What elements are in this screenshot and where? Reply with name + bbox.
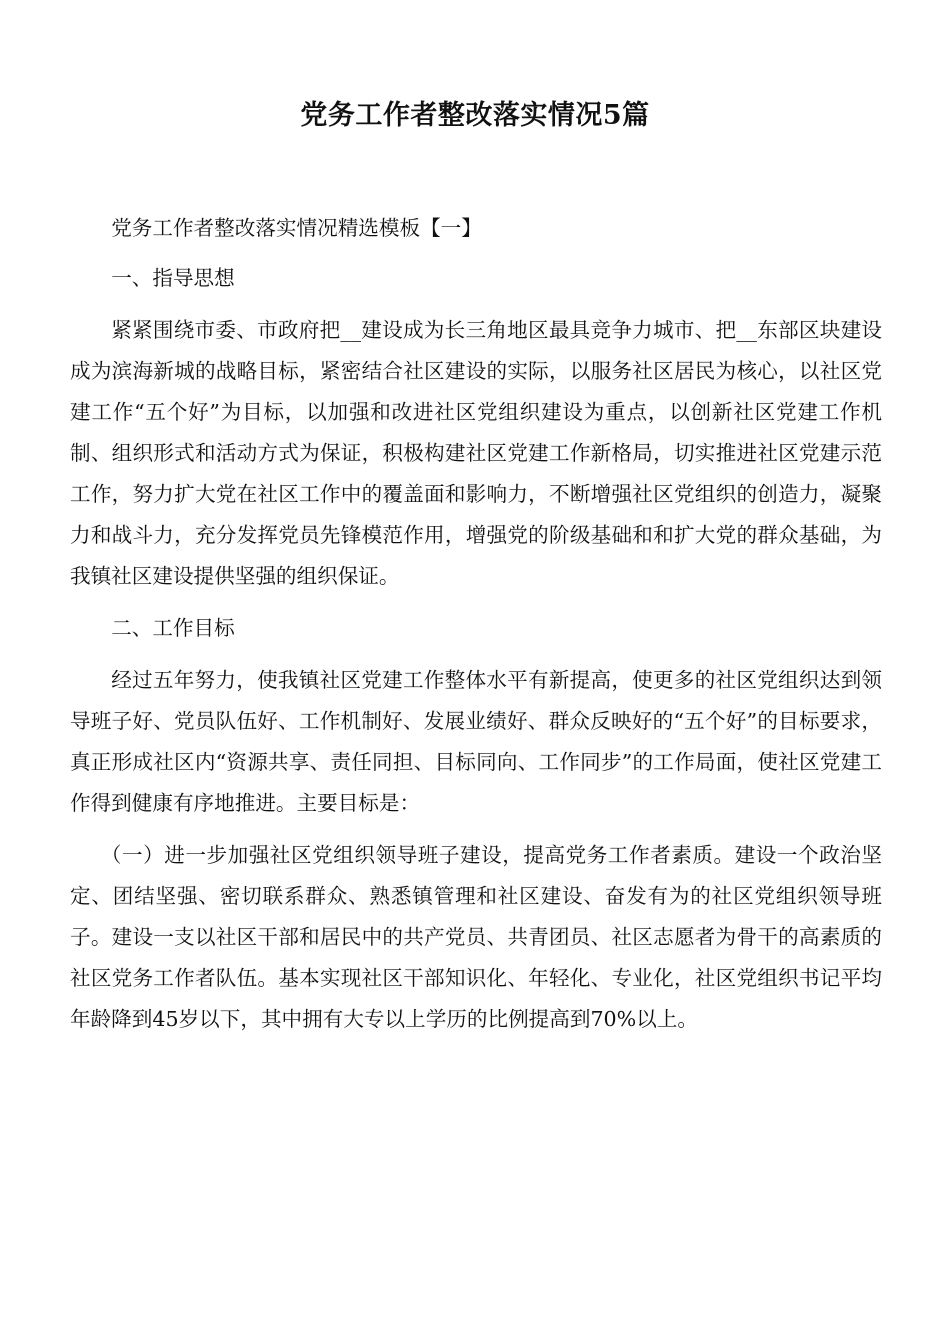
paragraph-work-goals: 经过五年努力，使我镇社区党建工作整体水平有新提高，使更多的社区党组织达到领导班子好、党员队伍好、工作机制好、发展业绩好、群众反映好的“五个好”的目标要求，真正形成社区内“资源共享、责任同担、目标同向、工作同步”的工作局面，使社区党建工作得到健康有序地推进。主要目标是： (70, 668, 882, 815)
heading-work-goals: 二、工作目标 (111, 616, 235, 640)
paragraph-goal-one: （一）进一步加强社区党组织领导班子建设，提高党务工作者素质。建设一个政治坚定、团结坚强、密切联系群众、熟悉镇管理和社区建设、奋发有为的社区党组织领导班子。建设一支以社区干部和居民中的共产党员、共青团员、社区志愿者为骨干的高素质的社区党务工作者队伍。基本实现社区干部知识化、年轻化、专业化，社区党组织书记平均年龄降到45岁以下，其中拥有大专以上学历的比例提高到70%以上。 (70, 843, 882, 1031)
document-title: 党务工作者整改落实情况5篇 (300, 100, 650, 131)
document-body (70, 208, 882, 1051)
paragraph-guiding-ideology: 紧紧围绕市委、市政府把__建设成为长三角地区最具竞争力城市、把__东部区块建设成为滨海新城的战略目标，紧密结合社区建设的实际，以服务社区居民为核心，以社区党建工作“五个好”为目标，以加强和改进社区党组织建设为重点，以创新社区党建工作机制、组织形式和活动方式为保证，积极构建社区党建工作新格局，切实推进社区党建示范工作，努力扩大党在社区工作中的覆盖面和影响力，不断增强社区党组织的创造力，凝聚力和战斗力，充分发挥党员先锋模范作用，增强党的阶级基础和和扩大党的群众基础，为我镇社区建设提供坚强的组织保证。 (70, 318, 882, 588)
section-heading-template: 党务工作者整改落实情况精选模板【一】 (111, 216, 482, 240)
heading-guiding-ideology: 一、指导思想 (111, 266, 235, 290)
